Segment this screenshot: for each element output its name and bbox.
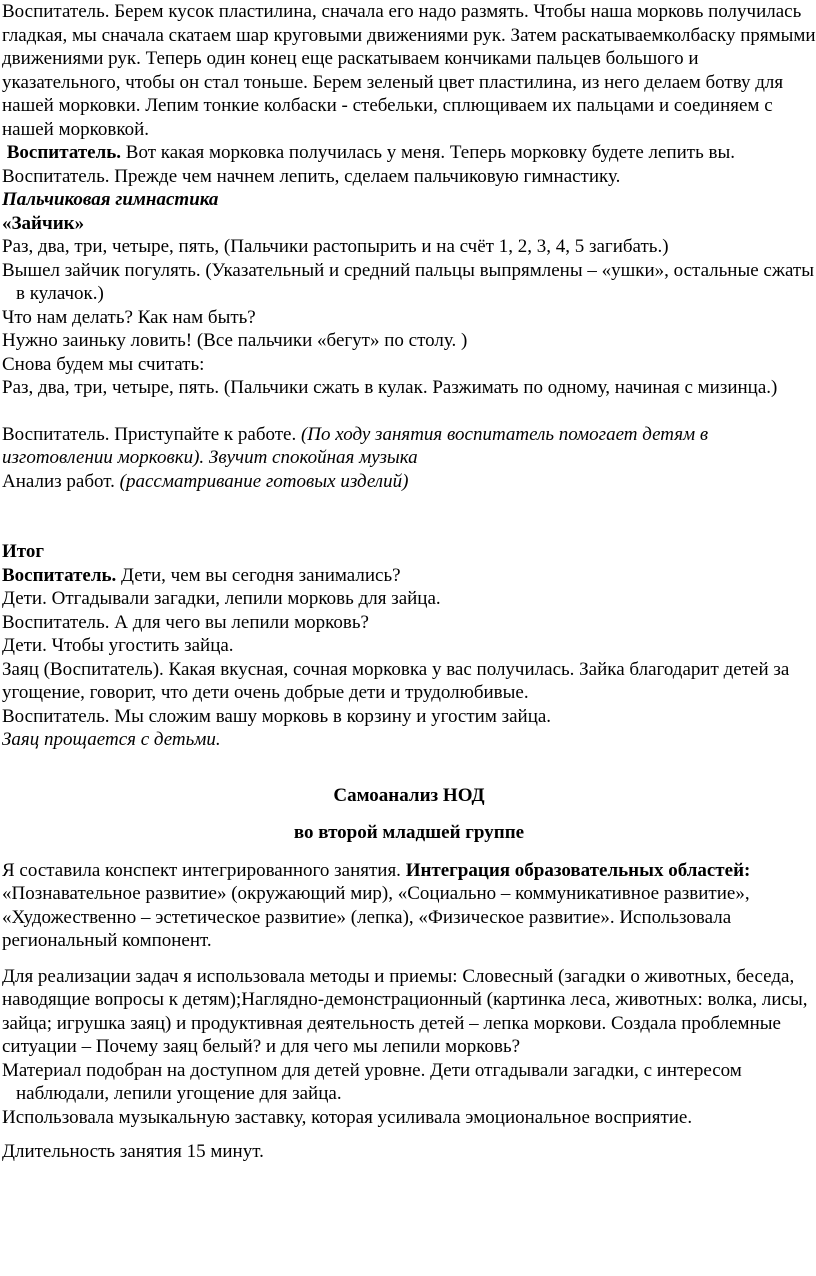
intro-line-carrot: [2, 141, 816, 165]
self-analysis-title: Самоанализ НОД: [333, 784, 485, 806]
self-analysis-p3: Материал подобран на доступном для детей уровне. Дети отгадывали загадки, с интересом наблюдали, лепили угощение для зайца.: [2, 1059, 742, 1104]
spacer: [2, 400, 816, 423]
summary-answer-2: Дети. Чтобы угостить зайца.: [2, 635, 234, 656]
work-analysis-note: (рассматривание готовых изделий): [119, 470, 409, 492]
self-analysis-p4: Использовала музыкальную заставку, которая усиливала эмоциональное восприятие.: [2, 1106, 693, 1128]
gymnastics-line: Снова будем мы считать:: [2, 353, 205, 375]
work-analysis: [2, 470, 816, 494]
summary-hare: Заяц (Воспитатель). Какая вкусная, сочная морковка у вас получилась. Зайка благодарит детей за угощение, говорит, что дети очень добрые дети и трудолюбивые.: [2, 658, 790, 703]
work-start-text: Воспитатель. Приступайте к работе.: [2, 423, 301, 445]
spacer: [2, 493, 816, 540]
summary-teacher-end: Воспитатель. Мы сложим вашу морковь в корзину и угостим зайца.: [2, 705, 552, 727]
self-analysis-p5: Длительность занятия 15 минут.: [2, 1141, 264, 1162]
self-analysis-p1: [2, 859, 816, 953]
summary-answer-1: Дети. Отгадывали загадки, лепили морковь для зайца.: [2, 588, 441, 609]
gymnastics-line: Раз, два, три, четыре, пять. (Пальчики сжать в кулак. Разжимать по одному, начиная с мизинца.): [2, 377, 778, 398]
self-analysis-p2: [2, 965, 816, 1059]
self-analysis-p1-start: Я составила конспект интегрированного занятия.: [2, 859, 406, 881]
speaker-label: Воспитатель.: [2, 564, 117, 586]
summary-question-2: Воспитатель. А для чего вы лепили морковь?: [2, 611, 369, 633]
intro-paragraph: Воспитатель. Берем кусок пластилина, сначала его надо размять. Чтобы наша морковь получилась гладкая, мы сначала скатаем шар круговыми движениями рук. Затем раскатываемколбаску прямыми движениями рук. Теперь один конец еще раскатываем кончиками пальцев большого и указательного, чтобы он стал тоньше. Берем зеленый цвет пластилина, из него делаем ботву для нашей морковки. Лепим тонкие колбаски - стебельки, сплющиваем их пальцами и соединяем с нашей морковкой.: [2, 1, 816, 140]
gymnastics-heading: Пальчиковая гимнастика: [2, 189, 219, 210]
summary-farewell: Заяц прощается с детьми.: [2, 729, 221, 750]
self-analysis-p1-bold: Интеграция образовательных областей:: [405, 859, 751, 881]
summary-question-1-text: Дети, чем вы сегодня занимались?: [116, 564, 401, 586]
self-analysis-p1-rest: «Познавательное развитие» (окружающий мир), «Социально – коммуникативное развитие», «Художественно – эстетическое развитие» (лепка), «Физическое развитие». Использовала региональный компонент.: [2, 883, 750, 951]
summary-heading: Итог: [2, 541, 44, 562]
work-start: [2, 423, 816, 470]
gymnastics-line: Раз, два, три, четыре, пять, (Пальчики растопырить и на счёт 1, 2, 3, 4, 5 загибать.): [2, 236, 669, 257]
gymnastics-line: Нужно заиньку ловить! (Все пальчики «бегут» по столу. ): [2, 330, 468, 351]
self-analysis-p2-start: Для реализации задач я использовала методы и приемы:: [2, 965, 463, 987]
intro-line-carrot-text: Вот какая морковка получилась у меня. Теперь морковку будете лепить вы.: [121, 142, 735, 163]
speaker-label: Воспитатель.: [6, 142, 122, 163]
gymnastics-title: «Зайчик»: [2, 212, 85, 234]
self-analysis-p2-rest: Словесный (загадки о животных, беседа, наводящие вопросы к детям);Наглядно-демонстрационный (картинка леса, животных: волка, лисы, зайца; игрушка заяц) и продуктивная деятельность детей – лепка моркови. Создала проблемные ситуации – Почему заяц белый? и для чего мы лепили морковь?: [2, 965, 808, 1057]
self-analysis-subtitle: во второй младшей группе: [293, 822, 525, 843]
gymnastics-line: Что нам делать? Как нам быть?: [2, 306, 256, 328]
work-start-note: (По ходу занятия воспитатель помогает детям в изготовлении морковки). Звучит спокойная музыка: [2, 423, 709, 468]
intro-line-gymnastics: Воспитатель. Прежде чем начнем лепить, сделаем пальчиковую гимнастику.: [2, 165, 621, 187]
work-analysis-text: Анализ работ.: [2, 470, 120, 492]
summary-question-1: [2, 564, 816, 588]
gymnastics-line: Вышел зайчик погулять. (Указательный и средний пальцы выпрямлены – «ушки», остальные сжаты в кулачок.): [2, 259, 814, 304]
